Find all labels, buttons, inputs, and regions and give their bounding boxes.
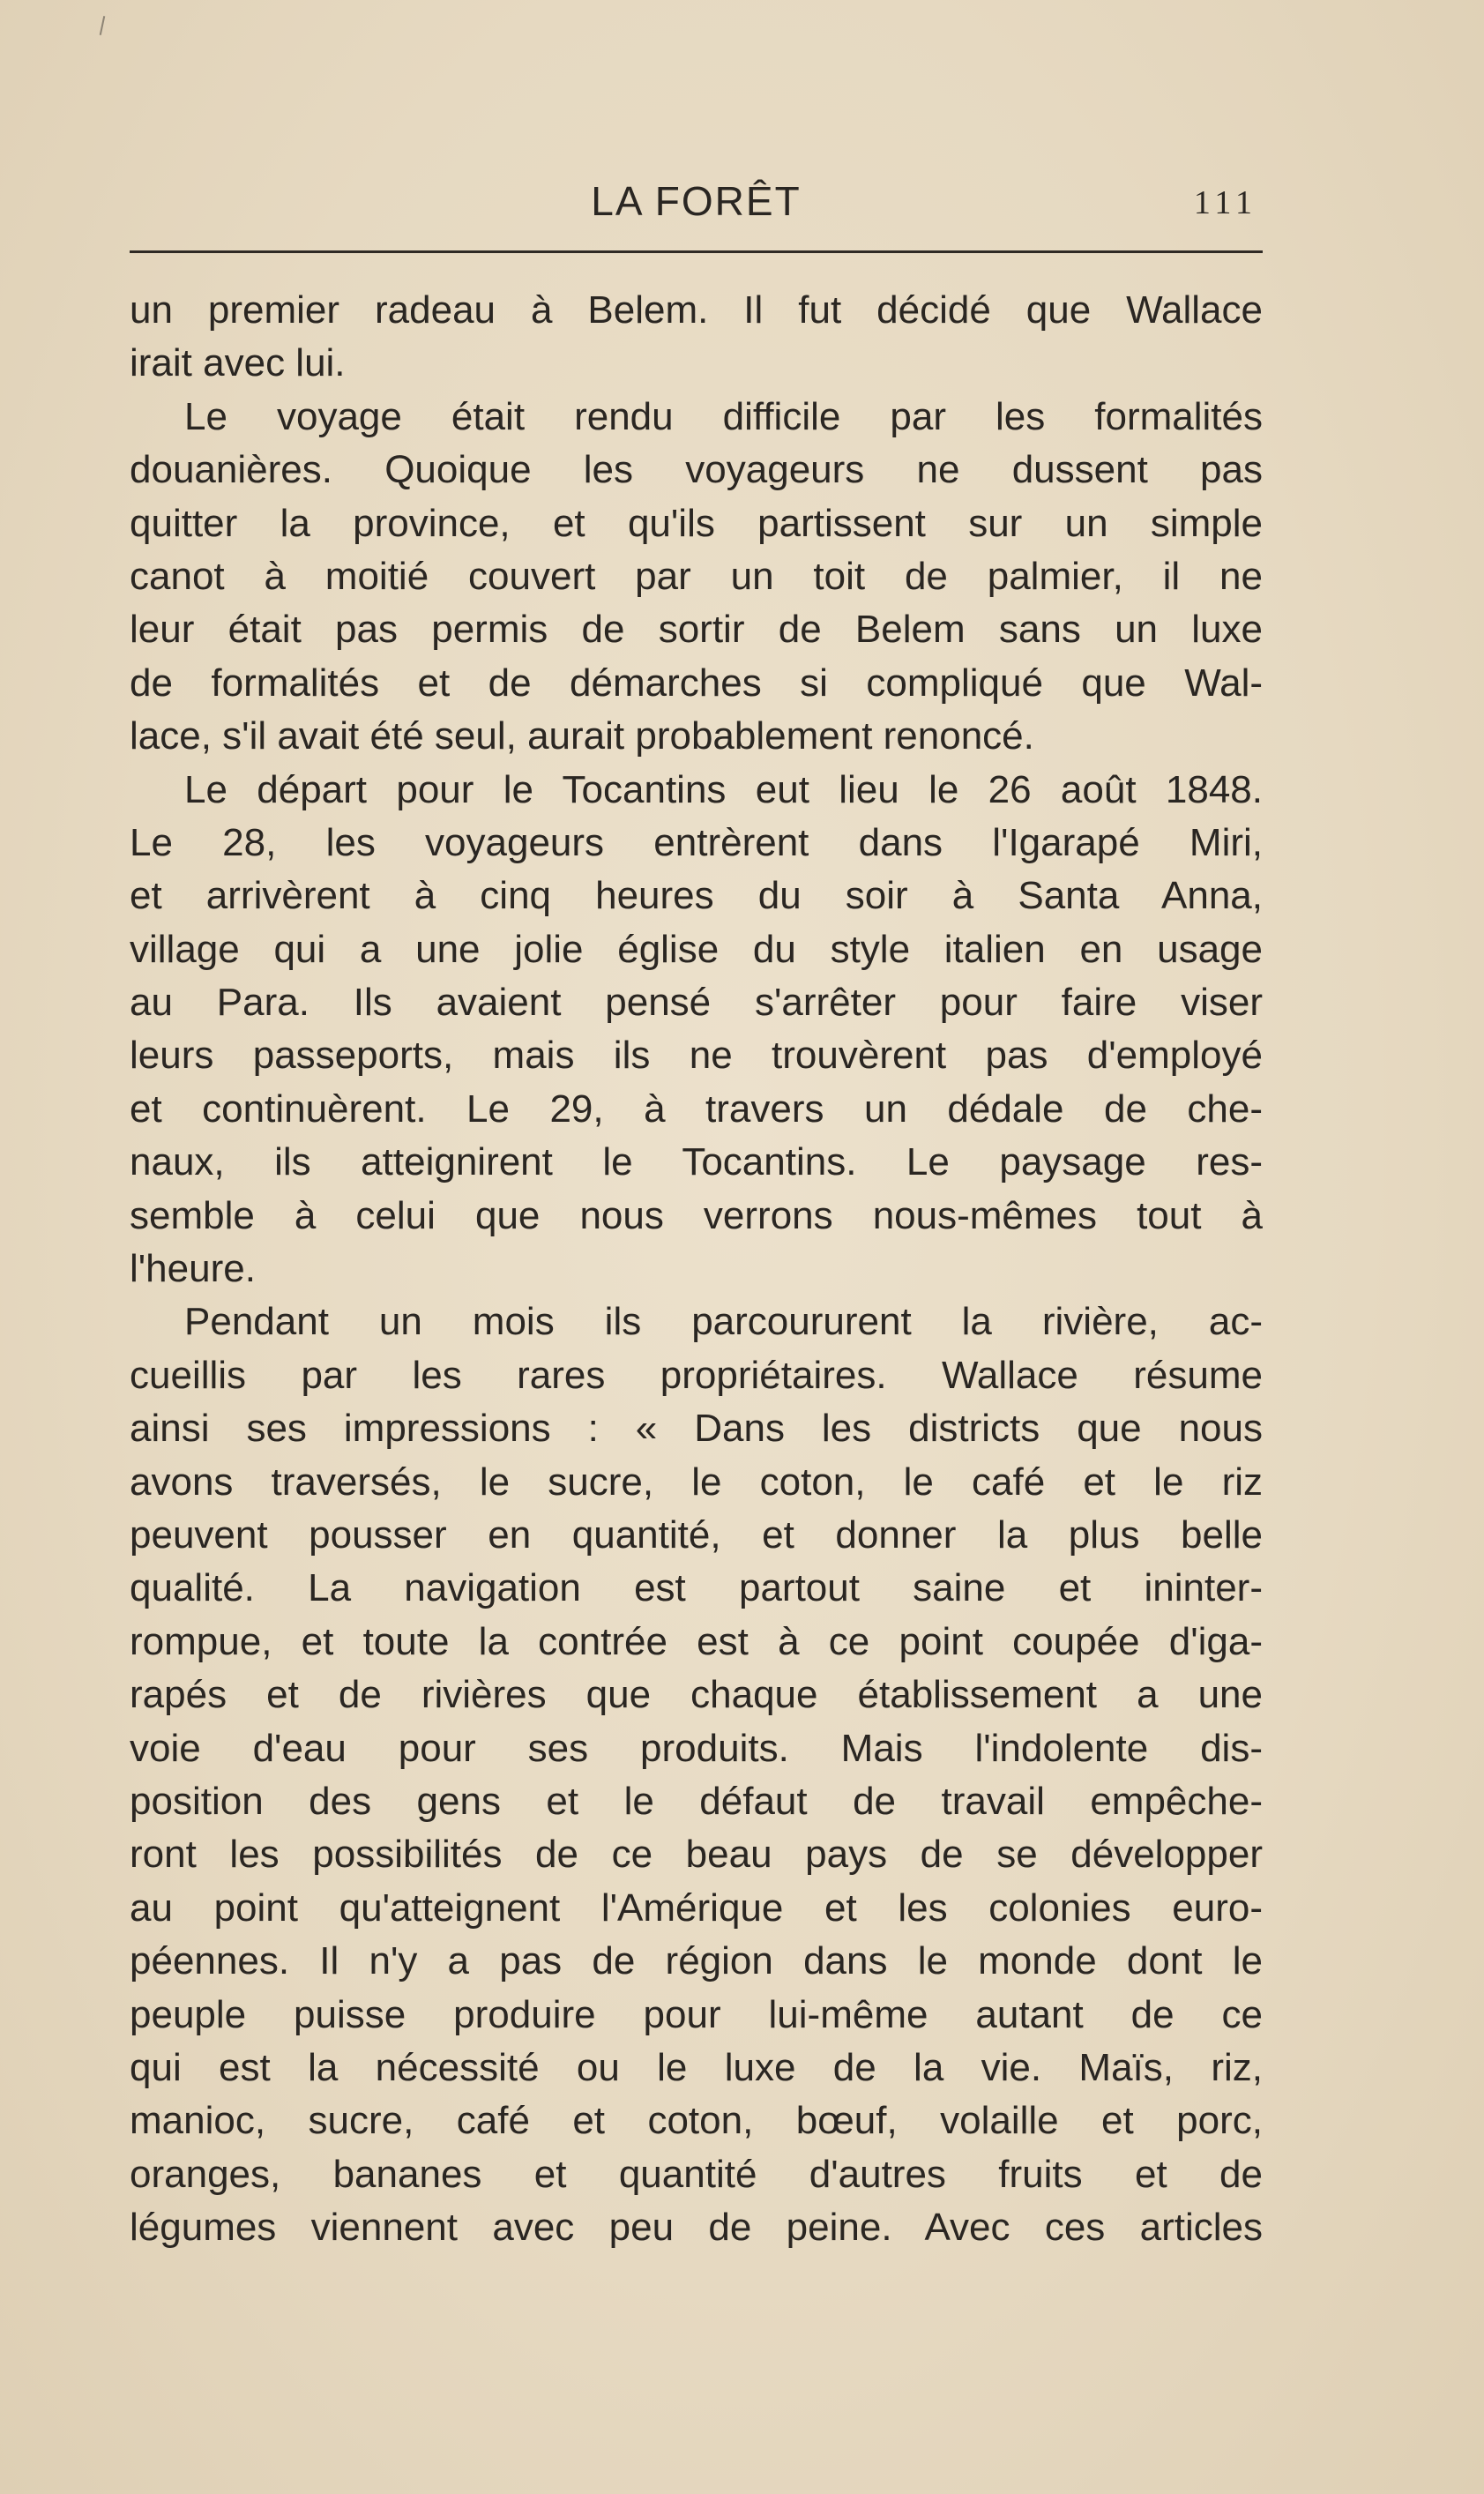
text-line: position des gens et le défaut de travail empêche- — [130, 1779, 1263, 1823]
text-line: leurs passeports, mais ils ne trouvèrent pas d'employé — [130, 1034, 1263, 1078]
text-line: village qui a une jolie église du style italien en usage — [130, 927, 1263, 971]
text-line: quitter la province, et qu'ils partissent sur un simple — [130, 501, 1263, 545]
text-line: semble à celui que nous verrons nous-mêmes tout à — [130, 1193, 1263, 1237]
text-line: naux, ils atteignirent le Tocantins. Le paysage res- — [130, 1140, 1263, 1184]
page-header — [130, 175, 1263, 245]
text-line: cueillis par les rares propriétaires. Wallace résume — [130, 1353, 1263, 1397]
text-line: rompue, et toute la contrée est à ce point coupée d'iga- — [130, 1619, 1263, 1663]
running-title: LA FORÊT — [591, 178, 802, 224]
text-line: et continuèrent. Le 29, à travers un dédale de che- — [130, 1086, 1263, 1131]
text-line: oranges, bananes et quantité d'autres fruits et de — [130, 2152, 1263, 2196]
text-line: canot à moitié couvert par un toit de palmier, il ne — [130, 554, 1263, 598]
text-line: lace, s'il avait été seul, aurait probablement renoncé. — [130, 714, 1034, 758]
text-line: qualité. La navigation est partout saine et ininter- — [130, 1566, 1263, 1610]
text-line: peuvent pousser en quantité, et donner la plus belle — [130, 1512, 1263, 1557]
margin-pencil-mark — [100, 16, 106, 35]
text-line: Pendant un mois ils parcoururent la rivière, ac- — [184, 1300, 1263, 1344]
text-line: au Para. Ils avaient pensé s'arrêter pour faire viser — [130, 981, 1263, 1025]
text-line: peuple puisse produire pour lui-même autant de ce — [130, 1992, 1263, 2036]
text-line: douanières. Quoique les voyageurs ne dussent pas — [130, 448, 1263, 492]
text-line: irait avec lui. — [130, 341, 346, 385]
text-line: au point qu'atteignent l'Amérique et les colonies euro- — [130, 1885, 1263, 1930]
text-line: rapés et de rivières que chaque établissement a une — [130, 1673, 1263, 1717]
header-rule — [130, 250, 1263, 253]
body-text — [130, 284, 1263, 2254]
text-line: un premier radeau à Belem. Il fut décidé que Wallace — [130, 288, 1263, 332]
text-line: manioc, sucre, café et coton, bœuf, volaille et porc, — [130, 2099, 1263, 2143]
text-line: Le voyage était rendu difficile par les formalités — [184, 394, 1263, 438]
text-line: leur était pas permis de sortir de Belem sans un luxe — [130, 608, 1263, 652]
text-line: légumes viennent avec peu de peine. Avec ces articles — [130, 2206, 1263, 2250]
text-line: et arrivèrent à cinq heures du soir à Santa Anna, — [130, 874, 1263, 918]
text-line: qui est la nécessité ou le luxe de la vie. Maïs, riz, — [130, 2045, 1263, 2089]
text-line: voie d'eau pour ses produits. Mais l'indolente dis- — [130, 1726, 1263, 1770]
text-line: l'heure. — [130, 1247, 256, 1291]
text-line: de formalités et de démarches si compliqué que Wal- — [130, 661, 1263, 705]
text-line: péennes. Il n'y a pas de région dans le monde dont le — [130, 1939, 1263, 1983]
text-line: avons traversés, le sucre, le coton, le café et le riz — [130, 1460, 1263, 1504]
page-number: 111 — [1193, 184, 1257, 221]
text-line: ainsi ses impressions : « Dans les districts que nous — [130, 1407, 1263, 1451]
text-line: Le départ pour le Tocantins eut lieu le 26 août 1848. — [184, 767, 1263, 811]
text-line: ront les possibilités de ce beau pays de se développer — [130, 1833, 1263, 1877]
text-line: Le 28, les voyageurs entrèrent dans l'Igarapé Miri, — [130, 820, 1263, 864]
